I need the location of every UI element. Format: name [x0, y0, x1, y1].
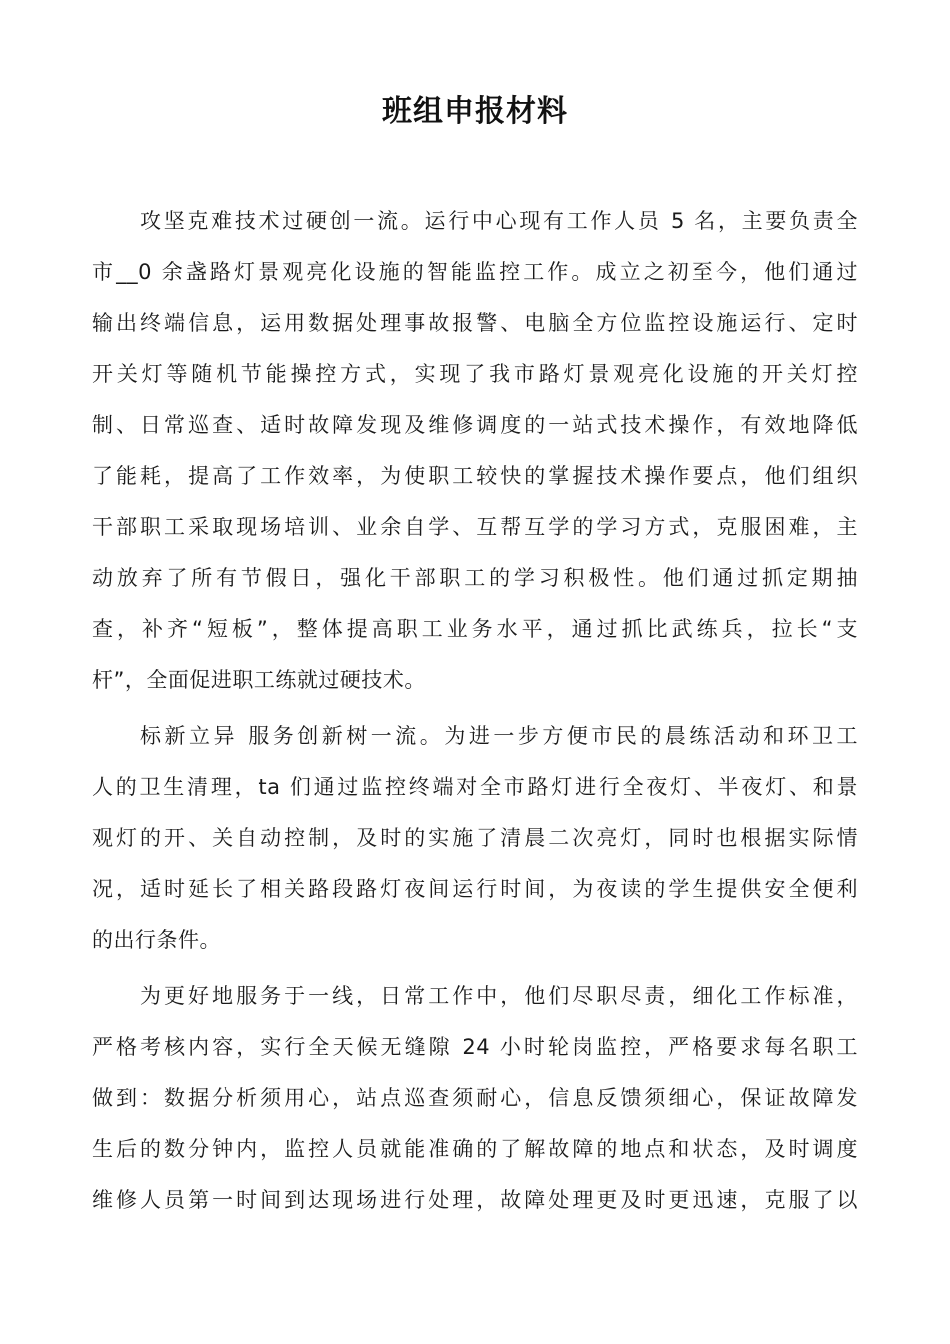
paragraph-1-line: 制、日常巡查、适时故障发现及维修调度的一站式技术操作，有效地降低: [92, 413, 858, 437]
paragraph-2-line: 观灯的开、关自动控制，及时的实施了清晨二次亮灯，同时也根据实际情: [92, 826, 858, 850]
paragraph-1-line: 动放弃了所有节假日，强化干部职工的学习积极性。他们通过抓定期抽: [92, 566, 858, 590]
paragraph-2-line: 人的卫生清理，ta 们通过监控终端对全市路灯进行全夜灯、半夜灯、和景: [92, 775, 858, 799]
paragraph-3-line: 严格考核内容，实行全天候无缝隙 24 小时轮岗监控，严格要求每名职工: [92, 1035, 858, 1059]
paragraph-1-line: 攻坚克难技术过硬创一流。运行中心现有工作人员 5 名，主要负责全: [140, 209, 858, 233]
paragraph-3-line: 生后的数分钟内，监控人员就能准确的了解故障的地点和状态，及时调度: [92, 1137, 858, 1161]
paragraph-3-line: 维修人员第一时间到达现场进行处理，故障处理更及时更迅速，克服了以: [92, 1188, 858, 1212]
paragraph-2-line: 标新立异 服务创新树一流。为进一步方便市民的晨练活动和环卫工: [140, 724, 858, 748]
document-title: 班组申报材料: [382, 94, 568, 129]
paragraph-1-line: 开关灯等随机节能操控方式，实现了我市路灯景观亮化设施的开关灯控: [92, 362, 858, 386]
paragraph-1-line: 了能耗，提高了工作效率，为使职工较快的掌握技术操作要点，他们组织: [92, 464, 858, 488]
paragraph-2-line: 的出行条件。: [92, 928, 221, 952]
paragraph-1-line: 输出终端信息，运用数据处理事故报警、电脑全方位监控设施运行、定时: [92, 311, 858, 335]
paragraph-1-line: 查，补齐“短板”，整体提高职工业务水平，通过抓比武练兵，拉长“支: [92, 617, 858, 641]
paragraph-3-line: 为更好地服务于一线，日常工作中，他们尽职尽责，细化工作标准，: [140, 984, 858, 1008]
paragraph-2-line: 况，适时延长了相关路段路灯夜间运行时间，为夜读的学生提供安全便利: [92, 877, 858, 901]
paragraph-1-line: 杆”，全面促进职工练就过硬技术。: [92, 668, 426, 692]
paragraph-1-line: 干部职工采取现场培训、业余自学、互帮互学的学习方式，克服困难，主: [92, 515, 858, 539]
paragraph-3-line: 做到：数据分析须用心，站点巡查须耐心，信息反馈须细心，保证故障发: [92, 1086, 858, 1110]
paragraph-1-line: 市__0 余盏路灯景观亮化设施的智能监控工作。成立之初至今，他们通过: [92, 260, 858, 284]
